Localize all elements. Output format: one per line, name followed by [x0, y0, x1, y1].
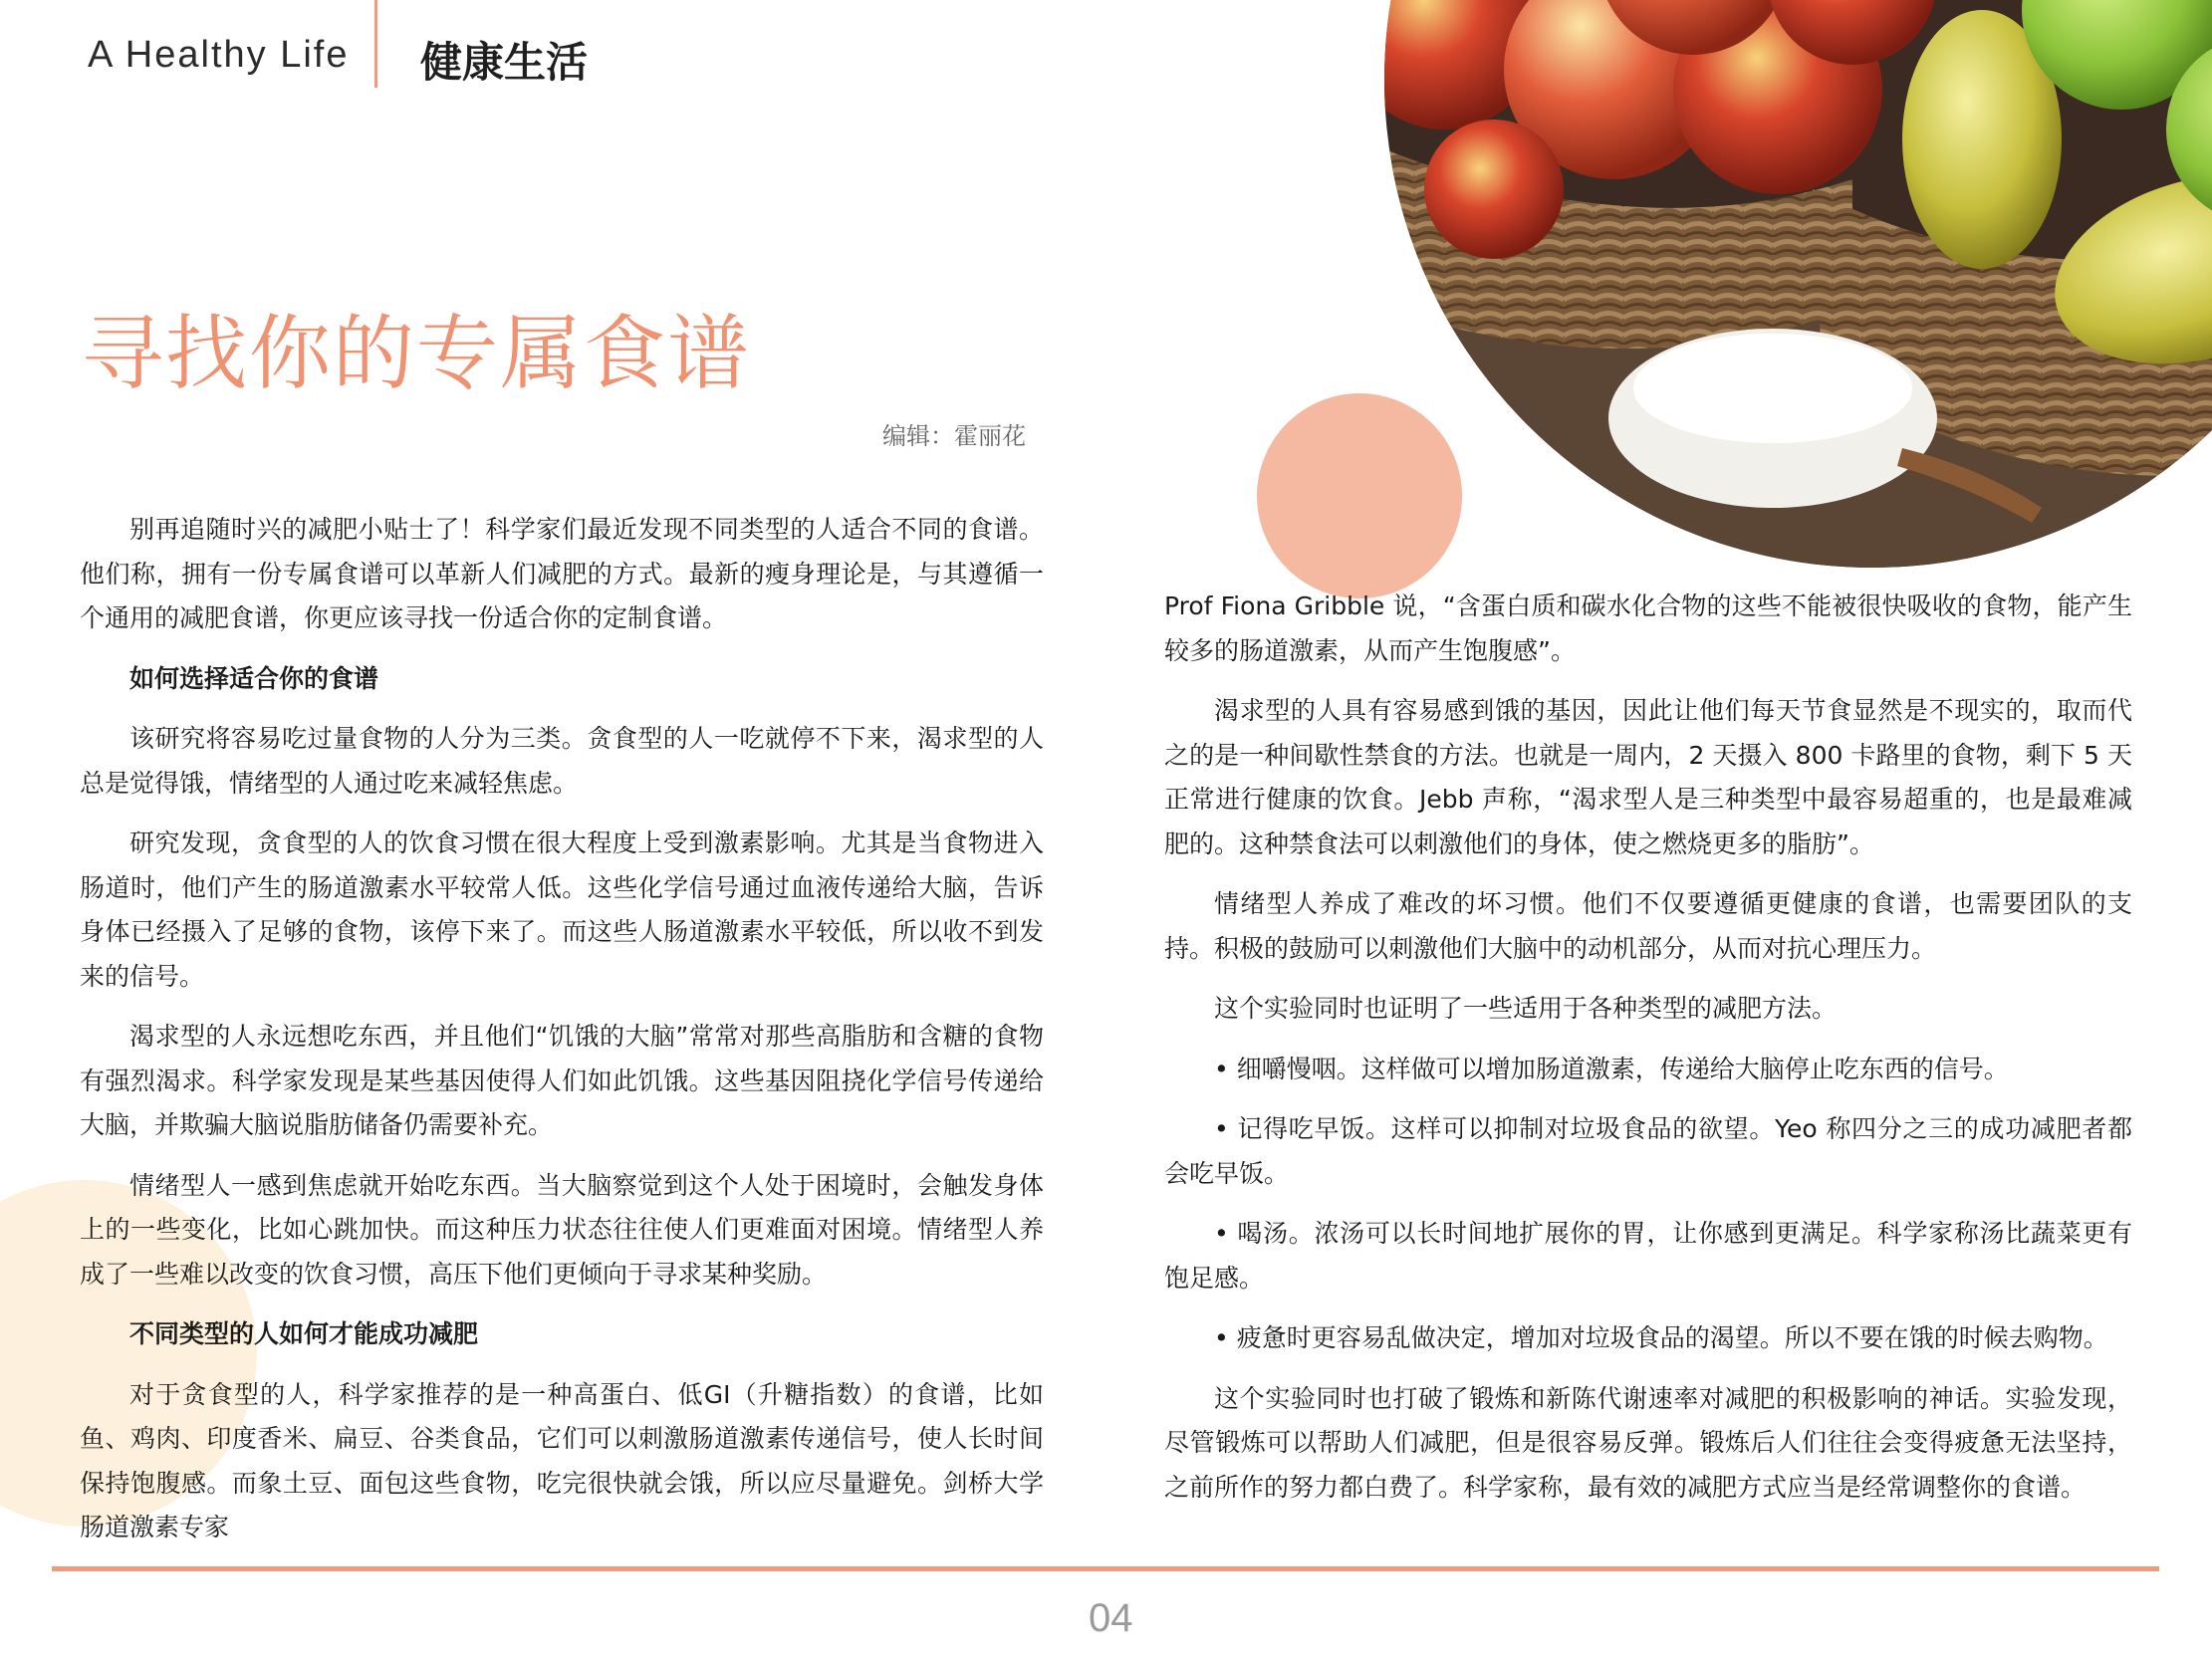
article-right-column: [1164, 585, 2132, 1526]
paragraph: 该研究将容易吃过量食物的人分为三类。贪食型的人一吃就停不下来，渴求型的人总是觉得饿，情绪型的人通过吃来减轻焦虑。: [80, 724, 1044, 798]
paragraph: 渴求型的人永远想吃东西，并且他们“饥饿的大脑”常常对那些高脂肪和含糖的食物有强烈渴求。科学家发现是某些基因使得人们如此饥饿。这些基因阻挠化学信号传递给大脑，并欺骗大脑说脂肪储备仍需要补充。: [80, 1022, 1044, 1139]
header-divider: [374, 0, 377, 88]
bullet-item: • 细嚼慢咽。这样做可以增加肠道激素，传递给大脑停止吃东西的信号。: [1214, 1054, 2009, 1083]
paragraph: 这个实验同时也打破了锻炼和新陈代谢速率对减肥的积极影响的神话。实验发现，尽管锻炼可以帮助人们减肥，但是很容易反弹。锻炼后人们往往会变得疲惫无法坚持，之前所作的努力都白费了。科学家称，最有效的减肥方式应当是经常调整你的食谱。: [1164, 1383, 2132, 1502]
page-number: 04: [1089, 1596, 1133, 1640]
paragraph: 渴求型的人具有容易感到饿的基因，因此让他们每天节食显然是不现实的，取而代之的是一种间歇性禁食的方法。也就是一周内，2 天摄入 800 卡路里的食物，剩下 5 天正常进行健康的饮食。Jebb 声称，“渴求型人是三种类型中最容易超重的，也是最难减肥的。这种禁食法可以刺激他们的身体，使之燃烧更多的脂肪”。: [1164, 696, 2132, 858]
paragraph: 情绪型人一感到焦虑就开始吃东西。当大脑察觉到这个人处于困境时，会触发身体上的一些变化，比如心跳加快。而这种压力状态往往使人们更难面对困境。情绪型人养成了一些难以改变的饮食习惯，高压下他们更倾向于寻求某种奖励。: [80, 1170, 1044, 1289]
section-heading: 如何选择适合你的食谱: [129, 663, 379, 693]
fruit-basket-photo: [1384, 0, 2212, 568]
bullet-item: • 记得吃早饭。这样可以抑制对垃圾食品的欲望。Yeo 称四分之三的成功减肥者都会吃早饭。: [1164, 1114, 2132, 1188]
footer-divider: [52, 1566, 2159, 1571]
bullet-item: • 疲惫时更容易乱做决定，增加对垃圾食品的渴望。所以不要在饿的时候去购物。: [1214, 1323, 2108, 1352]
article-editor: 编辑：霍丽花: [882, 422, 1026, 450]
paragraph: Prof Fiona Gribble 说，“含蛋白质和碳水化合物的这些不能被很快吸收的食物，能产生较多的肠道激素，从而产生饱腹感”。: [1164, 591, 2132, 665]
paragraph: 研究发现，贪食型的人的饮食习惯在很大程度上受到激素影响。尤其是当食物进入肠道时，他们产生的肠道激素水平较常人低。这些化学信号通过血液传递给大脑，告诉身体已经摄入了足够的食物，该停下来了。而这些人肠道激素水平较低，所以收不到发来的信号。: [80, 828, 1044, 991]
paragraph: 情绪型人养成了难改的坏习惯。他们不仅要遵循更健康的食谱，也需要团队的支持。积极的鼓励可以刺激他们大脑中的动机部分，从而对抗心理压力。: [1164, 889, 2132, 963]
paragraph: 这个实验同时也证明了一些适用于各种类型的减肥方法。: [1214, 994, 1838, 1023]
bullet-item: • 喝汤。浓汤可以长时间地扩展你的胃，让你感到更满足。科学家称汤比蔬菜更有饱足感。: [1164, 1219, 2132, 1293]
paragraph: 别再追随时兴的减肥小贴士了！科学家们最近发现不同类型的人适合不同的食谱。他们称，拥有一份专属食谱可以革新人们减肥的方式。最新的瘦身理论是，与其遵循一个通用的减肥食谱，你更应该寻找一份适合你的定制食谱。: [80, 515, 1044, 632]
article-left-column: [80, 508, 1044, 1566]
header-title-cn: 健康生活: [420, 38, 589, 87]
section-heading: 不同类型的人如何才能成功减肥: [129, 1319, 479, 1348]
header-title-en: A Healthy Life: [88, 34, 350, 76]
decorative-salmon-circle: [1257, 393, 1462, 598]
paragraph: 对于贪食型的人，科学家推荐的是一种高蛋白、低GI（升糖指数）的食谱，比如鱼、鸡肉、印度香米、扁豆、谷类食品，它们可以刺激肠道激素传递信号，使人长时间保持饱腹感。而象土豆、面包这些食物，吃完很快就会饿，所以应尽量避免。剑桥大学肠道激素专家: [80, 1379, 1044, 1541]
article-title: 寻找你的专属食谱: [82, 307, 752, 401]
